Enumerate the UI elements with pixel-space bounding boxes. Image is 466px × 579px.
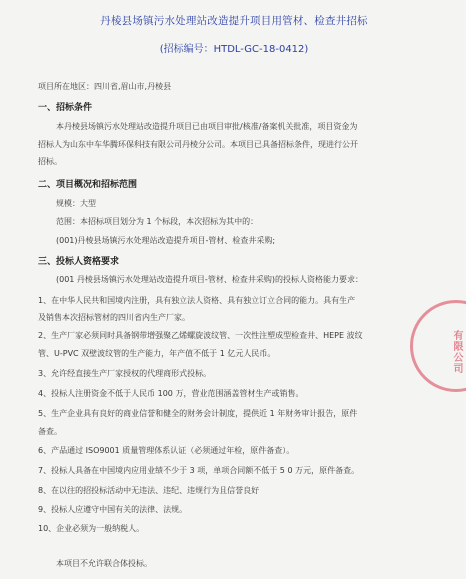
project-lot: (001)丹棱县场镇污水处理站改造提升项目-管材、检查井采购; xyxy=(56,236,276,245)
section-heading-qualifications: 三、投标人资格要求 xyxy=(38,257,120,267)
project-scale: 规模：大型 xyxy=(56,199,96,208)
requirement-line: 10、企业必须为一般纳税人。 xyxy=(38,524,145,533)
paragraph-line: 招标。 xyxy=(38,157,62,166)
requirement-line: 4、投标人注册资金不低于人民币 100 万，营业范围涵盖管材生产或销售。 xyxy=(38,389,304,398)
qualification-intro: (001 丹棱县场镇污水处理站改造提升项目-管材、检查井采购)的投标人资格能力要求： xyxy=(56,275,363,284)
requirement-line: 6、产品通过 ISO9001 质量管理体系认证（必须通过年检，原件备查）。 xyxy=(38,446,295,455)
footer-note: 本项目不允许联合体投标。 xyxy=(56,559,152,568)
requirement-line: 管、U-PVC 双壁波纹管的生产能力，年产值不低于 1 亿元人民币。 xyxy=(38,349,276,358)
requirement-line: 1、在中华人民共和国境内注册，具有独立法人资格、具有独立订立合同的能力。具有生产 xyxy=(38,296,356,305)
requirement-line: 3、允许经直接生产厂家授权的代理商形式投标。 xyxy=(38,369,212,378)
paragraph-line: 本丹棱县场镇污水处理站改造提升项目已由项目审批/核准/备案机关批准，项目资金为 xyxy=(56,122,358,131)
requirement-line: 9、投标人应遵守中国有关的法律、法规。 xyxy=(38,505,188,514)
requirement-line: 7、投标人具备在中国境内应用业绩不少于 3 项，单项合同额不低于 5 0 万元，原件备查。 xyxy=(38,466,360,475)
project-location: 项目所在地区：四川省,眉山市,丹棱县 xyxy=(38,82,172,91)
requirement-line: 8、在以往的招投标活动中无违法、违纪、违规行为且信誉良好 xyxy=(38,486,260,495)
bid-code: (招标编号：HTDL-GC-18-0412) xyxy=(159,44,309,55)
company-seal-text: 有限公司 xyxy=(451,330,462,374)
section-heading-bid-conditions: 一、招标条件 xyxy=(38,103,93,113)
paragraph-line: 招标人为山东中车华腾环保科技有限公司丹棱分公司。本项目已具备招标条件，现进行公开 xyxy=(38,140,358,149)
requirement-line: 备查。 xyxy=(38,427,62,436)
project-scope: 范围：本招标项目划分为 1 个标段，本次招标为其中的： xyxy=(56,217,259,226)
requirement-line: 2、生产厂家必须同时具备钢带增强聚乙烯螺旋波纹管、一次性注塑成型检查井、HEPE 波纹 xyxy=(38,331,363,340)
section-heading-project-overview: 二、项目概况和招标范围 xyxy=(38,180,138,190)
requirement-line: 及销售本次招标管材的四川省内生产厂家。 xyxy=(38,313,190,322)
requirement-line: 5、生产企业具有良好的商业信誉和健全的财务会计制度，提供近 1 年财务审计报告，原件 xyxy=(38,409,358,418)
document-title: 丹棱县场镇污水处理站改造提升项目用管材、检查井招标 xyxy=(100,15,368,27)
